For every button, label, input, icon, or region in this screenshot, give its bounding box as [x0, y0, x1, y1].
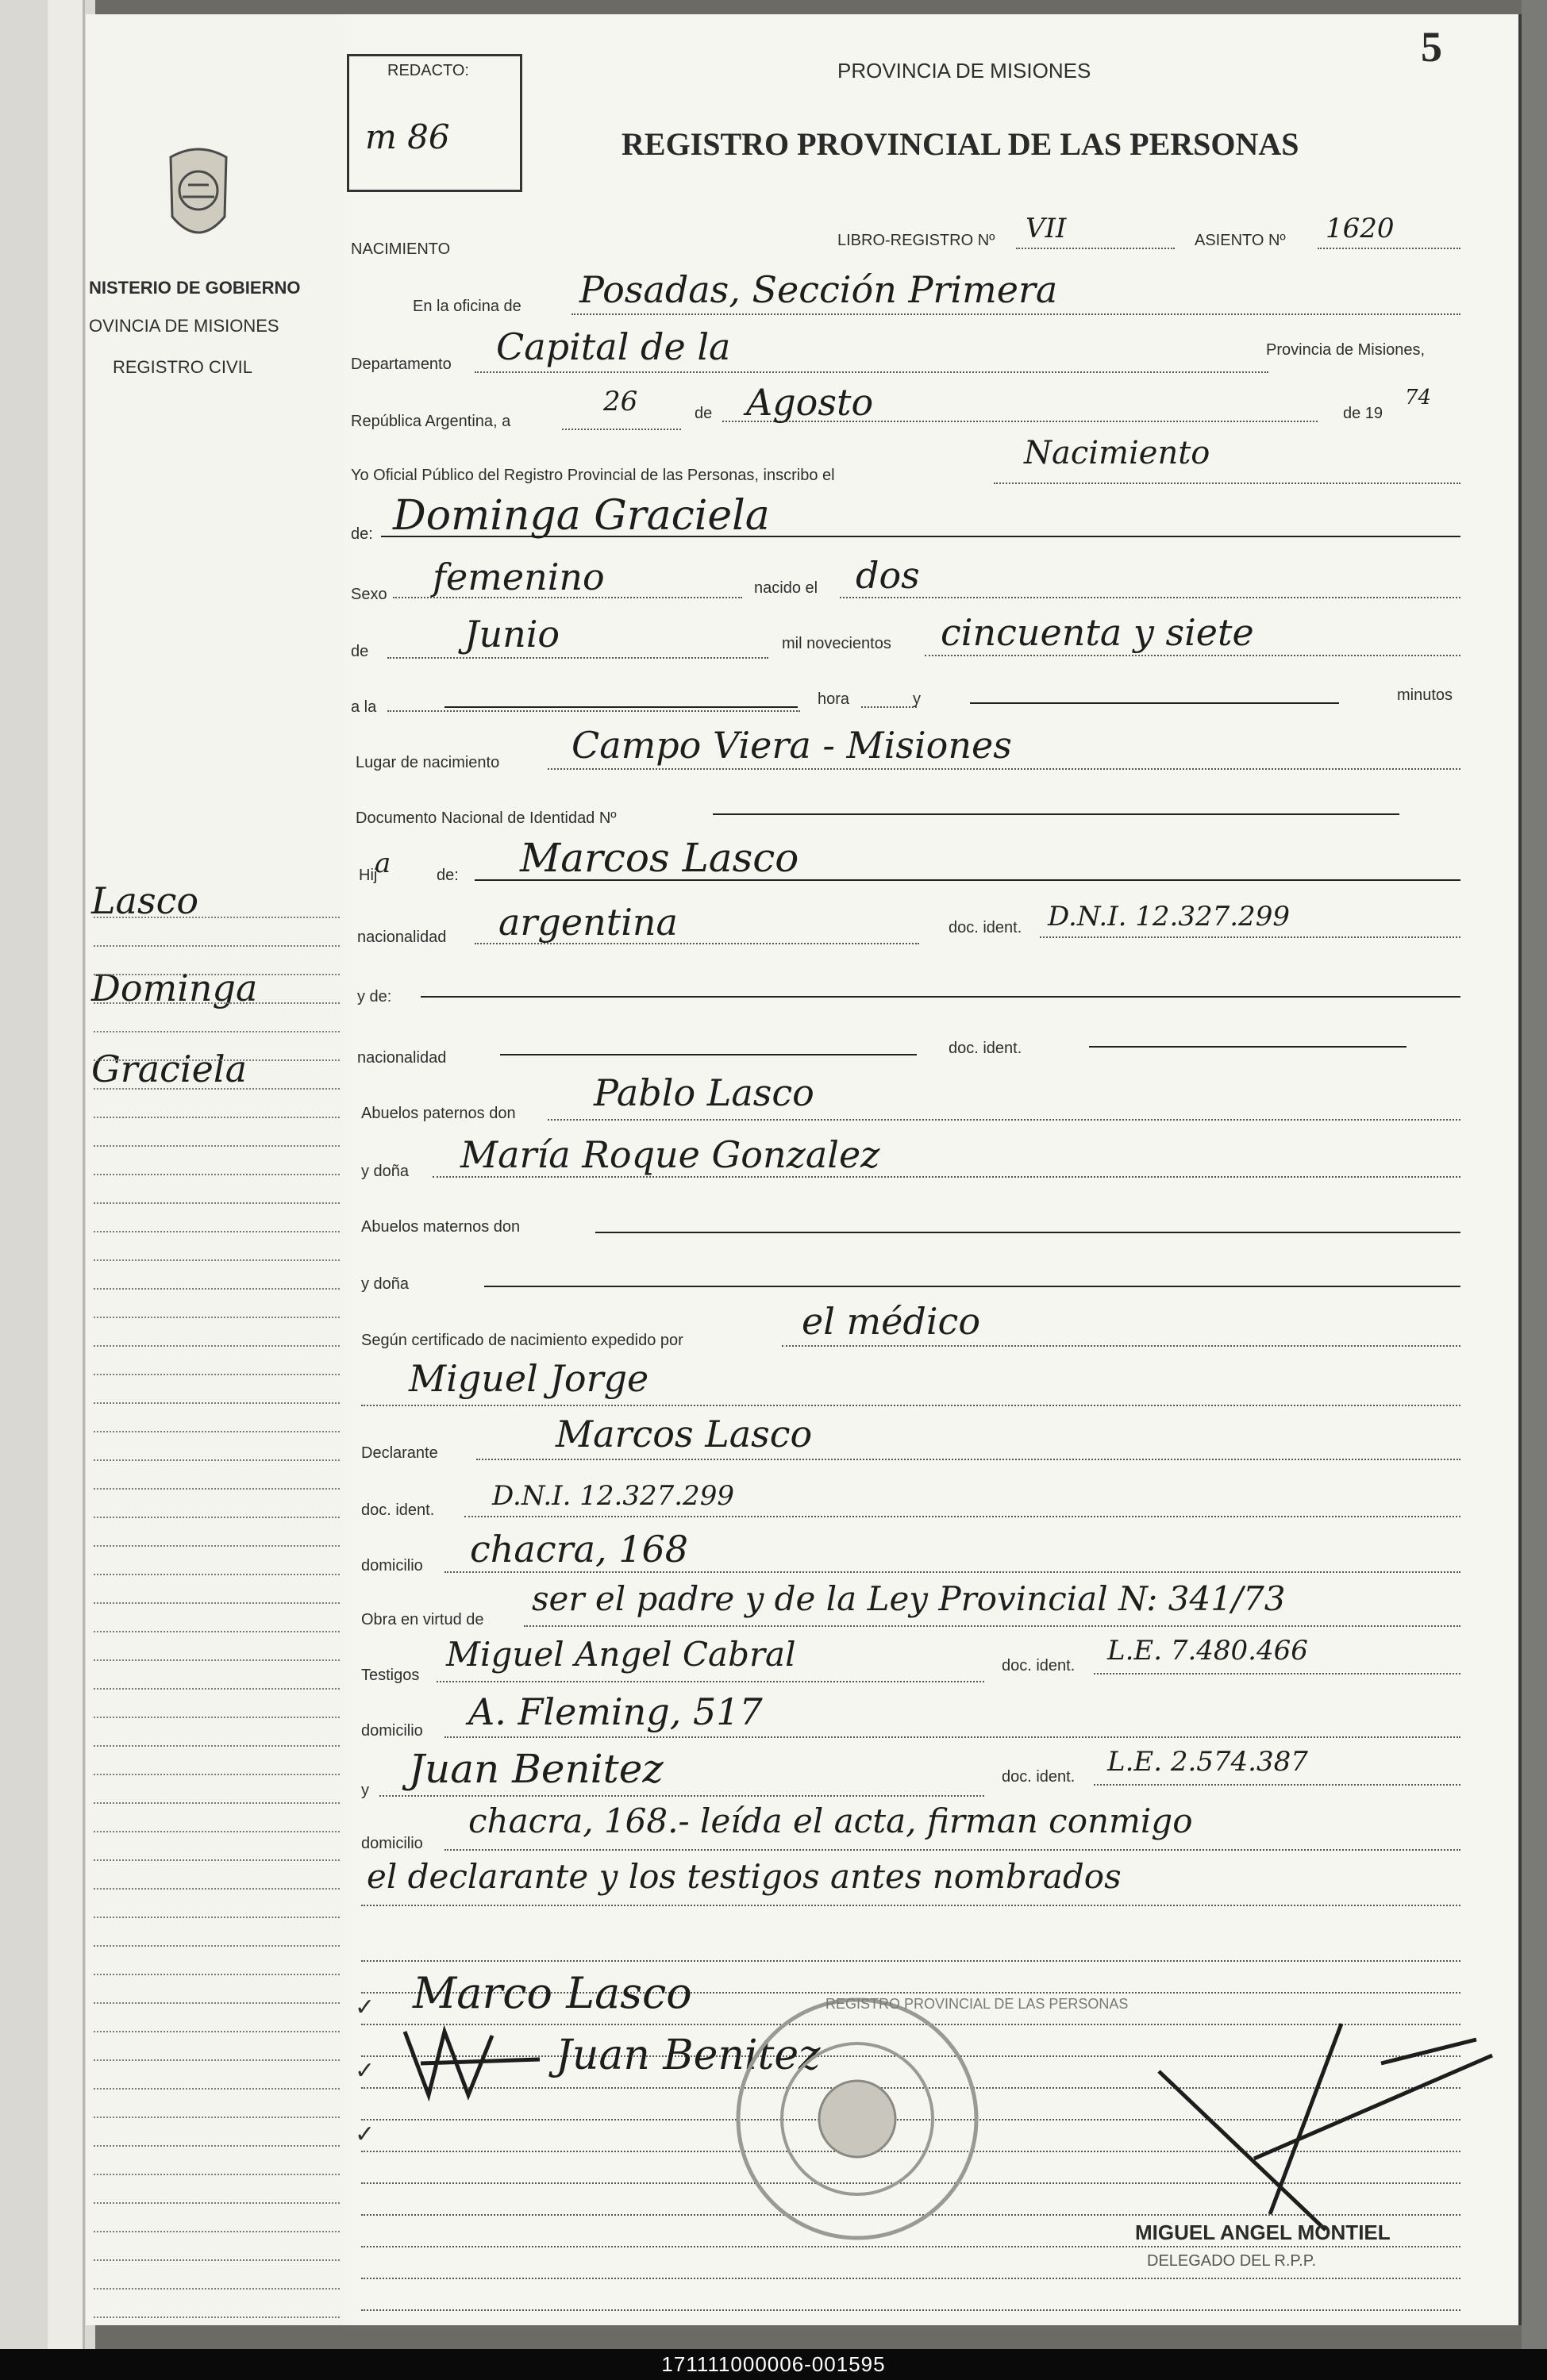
- y-de-label: y de:: [357, 988, 392, 1005]
- testigo2-dom-value: chacra, 168.- leída el acta, firman conmigo: [468, 1801, 1193, 1840]
- minutos-line: [970, 702, 1339, 704]
- stub-rule: [94, 1431, 340, 1432]
- stub-rule: [94, 2231, 340, 2232]
- stub-rule: [94, 2174, 340, 2175]
- testigo1-doc-label: doc. ident.: [1002, 1657, 1076, 1674]
- y-de-line: [421, 996, 1460, 998]
- check-mark-2: ✓: [355, 2058, 375, 2084]
- libro-label: LIBRO-REGISTRO Nº: [837, 232, 995, 249]
- closing-line: [361, 1905, 1460, 1906]
- nacido-label: nacido el: [754, 579, 818, 597]
- dni-line: [713, 813, 1399, 815]
- stub-rule: [94, 2117, 340, 2118]
- testigos-label: Testigos: [361, 1667, 420, 1684]
- stub-rule: [94, 1745, 340, 1747]
- declarante-line: [476, 1459, 1460, 1460]
- stub-rule: [94, 1659, 340, 1661]
- domicilio-label: domicilio: [361, 1557, 423, 1574]
- stub-ministry: NISTERIO DE GOBIERNO: [89, 278, 301, 298]
- stub-rule: [94, 1517, 340, 1518]
- medico-value: Miguel Jorge: [409, 1357, 649, 1400]
- obra-label: Obra en virtud de: [361, 1611, 484, 1628]
- month-de-label: de: [695, 405, 713, 422]
- y-label: y: [913, 690, 921, 708]
- hora-line: [444, 706, 798, 708]
- mil-label: mil novecientos: [782, 635, 891, 652]
- libro-value: VII: [1026, 213, 1067, 244]
- nacionalidad-label: nacionalidad: [357, 929, 447, 946]
- record-type-label: NACIMIENTO: [351, 240, 451, 258]
- check-mark-1: ✓: [355, 1994, 375, 2021]
- testigo2-doc-line: [1094, 1784, 1460, 1786]
- stub-rule: [94, 1145, 340, 1147]
- abuela-paterna-value: María Roque Gonzalez: [460, 1133, 880, 1176]
- nacido-line: [840, 597, 1460, 598]
- day-value: 26: [603, 386, 638, 417]
- stub-rule: [94, 2002, 340, 2004]
- official-seal-icon: [730, 1992, 984, 2246]
- stub-rule: [94, 1574, 340, 1575]
- domicilio-value: chacra, 168: [470, 1528, 689, 1571]
- nacionalidad2-line: [500, 1054, 917, 1055]
- departamento-value: Capital de la: [496, 325, 731, 368]
- stub-rule: [94, 1002, 340, 1004]
- redacto-value: m 86: [365, 117, 450, 156]
- declarante-label: Declarante: [361, 1444, 438, 1462]
- stub-rule: [94, 1688, 340, 1690]
- hija-suffix: a: [375, 848, 391, 879]
- decl-doc-label: doc. ident.: [361, 1501, 435, 1519]
- right-page-edge: [1522, 0, 1547, 2349]
- stub-rule: [94, 1117, 340, 1118]
- certificado-label: Según certificado de nacimiento expedido por: [361, 1332, 683, 1349]
- anio-value: cincuenta y siete: [941, 611, 1254, 654]
- closing-value: el declarante y los testigos antes nombrados: [367, 1857, 1122, 1896]
- month-value: Agosto: [746, 381, 874, 424]
- sexo-value: femenino: [433, 556, 605, 598]
- acto-value: Nacimiento: [1024, 435, 1210, 471]
- certificado-value: el médico: [802, 1300, 981, 1343]
- anio-line: [925, 655, 1460, 656]
- day-line: [562, 429, 681, 430]
- stub-rule: [94, 1974, 340, 1975]
- testigo2-value: Juan Benitez: [409, 1746, 664, 1792]
- stub-rule: [94, 1374, 340, 1375]
- provincia-suffix: Provincia de Misiones,: [1266, 341, 1426, 359]
- declarante-value: Marcos Lasco: [556, 1413, 813, 1455]
- stub-rule: [94, 1917, 340, 1918]
- medico-line: [361, 1405, 1460, 1406]
- dni-label: Documento Nacional de Identidad Nº: [356, 809, 617, 827]
- stub-surname: Lasco: [91, 879, 199, 922]
- hija-de-label: de:: [437, 867, 459, 884]
- stub-rule: [94, 1802, 340, 1804]
- stub-rule: [94, 1717, 340, 1718]
- abuelos-paternos-label: Abuelos paternos don: [361, 1105, 516, 1122]
- stub-rule: [94, 2202, 340, 2204]
- signature-testigo: Juan Benitez: [556, 2032, 821, 2079]
- y-dona2-label: y doña: [361, 1275, 410, 1293]
- certificado-line: [782, 1345, 1460, 1347]
- stub-rule: [94, 1631, 340, 1632]
- stub-rule: [94, 1402, 340, 1404]
- stub-registry: REGISTRO CIVIL: [113, 357, 253, 377]
- mes-label: de: [351, 643, 369, 660]
- redacto-label: REDACTO:: [387, 62, 469, 79]
- stub-rule: [94, 2145, 340, 2147]
- stub-rule: [94, 1259, 340, 1261]
- padre-value: Marcos Lasco: [520, 835, 799, 881]
- hora-label: hora: [818, 690, 850, 708]
- stub-rule: [94, 2059, 340, 2061]
- page-number: 5: [1421, 23, 1442, 71]
- domicilio-line: [444, 1571, 1460, 1573]
- stub-rule: [94, 2288, 340, 2290]
- testigo1-dom-value: A. Fleming, 517: [468, 1690, 763, 1733]
- stub-rule: [94, 2259, 340, 2261]
- republica-label: República Argentina, a: [351, 413, 511, 430]
- de-name-label: de:: [351, 525, 373, 543]
- oficina-value: Posadas, Sección Primera: [579, 268, 1058, 311]
- coat-of-arms-icon: [163, 141, 234, 252]
- stub-rule: [94, 2031, 340, 2032]
- testigo1-dom-line: [444, 1736, 1460, 1738]
- testigo1-dom-label: domicilio: [361, 1722, 423, 1740]
- stub-rule: [94, 1888, 340, 1890]
- testigo2-dom-line: [444, 1849, 1460, 1851]
- stub-rule: [94, 1088, 340, 1090]
- signature-rule: [361, 2278, 1460, 2279]
- stub-rule: [94, 917, 340, 918]
- signature-rule: [361, 2246, 1460, 2247]
- nombre-value: Dominga Graciela: [393, 492, 770, 540]
- stub-rule: [94, 1859, 340, 1861]
- abuelos-maternos-label: Abuelos maternos don: [361, 1218, 521, 1236]
- stub-rule: [94, 974, 340, 975]
- oficina-line: [571, 313, 1460, 315]
- hora-gap-dots: [861, 706, 917, 708]
- header-province: PROVINCIA DE MISIONES: [837, 59, 1091, 83]
- padre-doc-value: D.N.I. 12.327.299: [1048, 901, 1290, 932]
- stub-rule: [94, 1488, 340, 1490]
- acto-line: [994, 483, 1460, 484]
- hora-line-dots: [387, 710, 800, 712]
- nacionalidad2-label: nacionalidad: [357, 1049, 447, 1067]
- departamento-line: [475, 371, 1268, 373]
- testigo2-line: [379, 1795, 984, 1797]
- testigo2-doc-label: doc. ident.: [1002, 1768, 1076, 1786]
- asiento-label: ASIENTO Nº: [1195, 232, 1286, 249]
- delegate-signature: [1143, 2008, 1508, 2238]
- binding-strip: [48, 0, 85, 2349]
- mes-line: [387, 657, 768, 659]
- decl-doc-value: D.N.I. 12.327.299: [492, 1480, 734, 1512]
- testigo1-line: [437, 1681, 984, 1682]
- stub-rule: [94, 1545, 340, 1547]
- lugar-value: Campo Viera - Misiones: [571, 724, 1012, 767]
- asiento-line: [1318, 248, 1460, 249]
- official-title: DELEGADO DEL R.P.P.: [1147, 2252, 1317, 2270]
- abuelo-paterno-value: Pablo Lasco: [594, 1071, 814, 1114]
- signature-rule: [361, 1960, 1460, 1962]
- stub-rule: [94, 1831, 340, 1832]
- testigo2-dom-label: domicilio: [361, 1835, 423, 1852]
- official-name: MIGUEL ANGEL MONTIEL: [1135, 2220, 1391, 2244]
- nacionalidad-value: argentina: [498, 901, 678, 944]
- doc-ident2-label: doc. ident.: [949, 1040, 1022, 1057]
- abuelo-paterno-line: [548, 1119, 1460, 1121]
- departamento-label: Departamento: [351, 356, 452, 373]
- nacido-value: dos: [856, 554, 920, 597]
- year-value: 74: [1405, 386, 1432, 409]
- testigo1-doc-value: L.E. 7.480.466: [1107, 1635, 1308, 1667]
- testigo1-value: Miguel Angel Cabral: [446, 1635, 796, 1674]
- stub-province: OVINCIA DE MISIONES: [89, 316, 279, 336]
- padre-doc-line: [1040, 936, 1460, 938]
- decl-doc-line: [464, 1516, 1460, 1517]
- stub-rule: [94, 1945, 340, 1947]
- year-label: de 19: [1343, 405, 1383, 422]
- mes-value: Junio: [464, 613, 560, 656]
- stub-rule: [94, 1317, 340, 1318]
- seal-text: REGISTRO PROVINCIAL DE LAS PERSONAS: [825, 1996, 1129, 2012]
- stub-rule: [94, 945, 340, 947]
- testigo1-doc-line: [1094, 1673, 1460, 1674]
- oficial-label: Yo Oficial Público del Registro Provincial de las Personas, inscribo el: [351, 467, 835, 484]
- y-dona-label: y doña: [361, 1163, 410, 1180]
- y2-label: y: [361, 1782, 369, 1799]
- stub-rule: [94, 1345, 340, 1347]
- stub-rule: [94, 2088, 340, 2090]
- stub-rule: [94, 1288, 340, 1290]
- doc-ident2-line: [1089, 1046, 1407, 1048]
- signature-scribble: [397, 2016, 556, 2103]
- signature-rule: [361, 2309, 1460, 2311]
- obra-value: ser el padre y de la Ley Provincial N: 341/73: [532, 1579, 1286, 1618]
- lugar-label: Lugar de nacimiento: [356, 754, 500, 771]
- sexo-label: Sexo: [351, 586, 387, 603]
- stub-rule: [94, 1774, 340, 1775]
- minutos-label: minutos: [1397, 686, 1453, 704]
- stub-rule: [94, 1059, 340, 1061]
- stub-rule: [94, 2317, 340, 2318]
- stub-name-1: Dominga: [91, 967, 258, 1009]
- stub-rule: [94, 1031, 340, 1032]
- lugar-line: [548, 768, 1460, 770]
- abuelos-maternos-line: [595, 1232, 1460, 1233]
- libro-line: [1016, 248, 1175, 249]
- abuela-paterna-line: [433, 1176, 1460, 1178]
- obra-line: [524, 1625, 1460, 1627]
- footer-id: 171111000006-001595: [0, 2349, 1547, 2380]
- stub-name-2: Graciela: [91, 1048, 247, 1090]
- signature-declarante: Marco Lasco: [413, 1968, 692, 2018]
- stub-rule: [94, 1231, 340, 1232]
- stub-rule: [94, 1602, 340, 1604]
- stub-rule: [94, 1459, 340, 1461]
- abuela-materna-line: [484, 1286, 1460, 1287]
- hija-label: Hij: [359, 867, 378, 884]
- asiento-value: 1620: [1326, 213, 1395, 244]
- oficina-label: En la oficina de: [413, 298, 521, 315]
- doc-ident-label: doc. ident.: [949, 919, 1022, 936]
- testigo2-doc-value: L.E. 2.574.387: [1107, 1746, 1308, 1778]
- check-mark-3: ✓: [355, 2121, 375, 2147]
- header-title: REGISTRO PROVINCIAL DE LAS PERSONAS: [621, 126, 1299, 162]
- a-la-label: a la: [351, 698, 377, 716]
- stub-rule: [94, 1174, 340, 1175]
- stub-rule: [94, 1202, 340, 1204]
